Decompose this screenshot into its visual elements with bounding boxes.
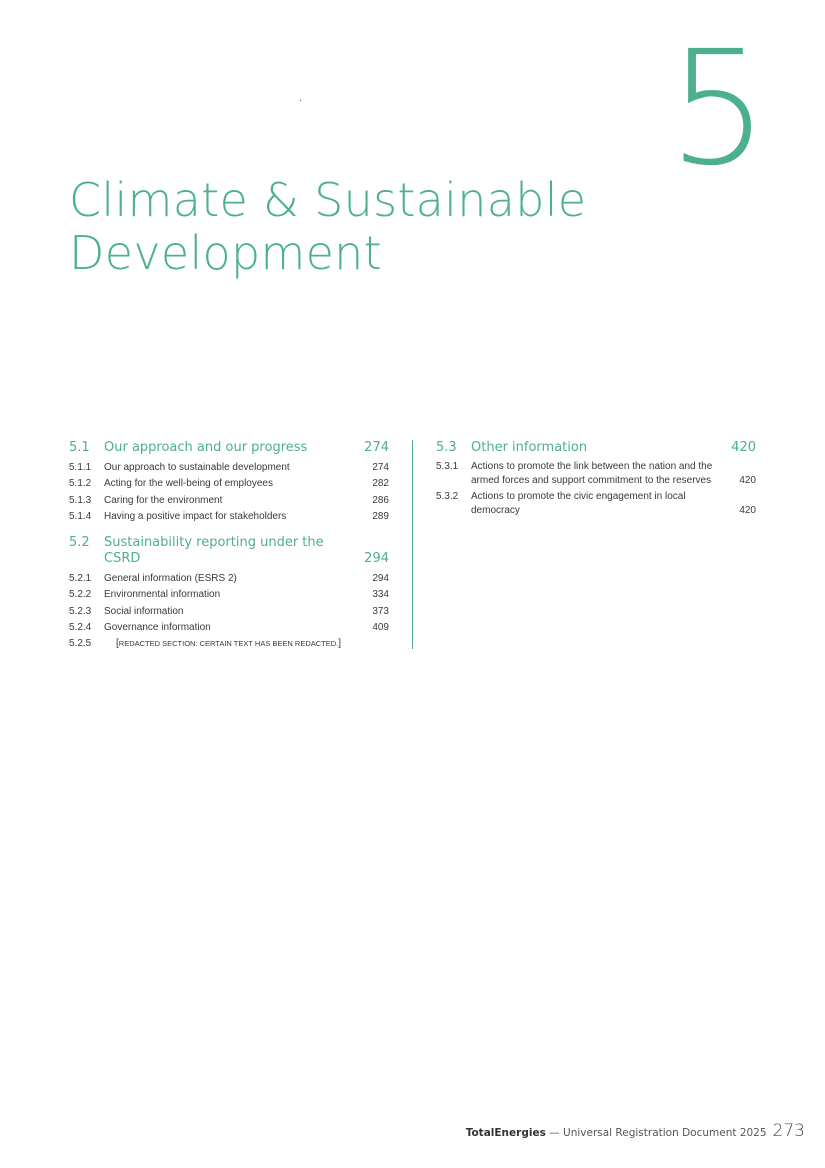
item-number: 5.2.3 — [69, 605, 92, 617]
footer-brand: TotalEnergies — [465, 1127, 546, 1139]
toc-left-column — [69, 440, 389, 653]
item-title: Governance information — [104, 622, 211, 634]
page-number: 273 — [772, 1121, 805, 1141]
toc-item-5-2-5[interactable] — [69, 636, 389, 652]
item-title: Acting for the well-being of employees — [104, 478, 273, 490]
item-title: Environmental information — [104, 589, 221, 601]
redacted-item — [104, 636, 389, 652]
item-number: 5.2.5 — [69, 638, 92, 650]
item-number: 5.2.2 — [69, 589, 92, 601]
item-page: 409 — [372, 622, 389, 634]
item-number: 5.3.1 — [436, 461, 459, 472]
item-page: 334 — [372, 589, 389, 601]
item-title: General information (ESRS 2) — [104, 573, 237, 585]
toc-item-5-3-1[interactable] — [436, 460, 756, 487]
item-page: 373 — [372, 605, 389, 617]
item-number: 5.2.1 — [69, 573, 92, 585]
section-number: 5.1 — [69, 440, 90, 455]
item-page: 286 — [372, 494, 389, 506]
item-title: Having a positive impact for stakeholders — [104, 510, 287, 522]
item-number: 5.1.3 — [69, 494, 92, 506]
item-number: 5.1.2 — [69, 478, 92, 490]
item-number: 5.1.1 — [69, 462, 92, 473]
column-divider — [412, 440, 413, 649]
section-page: 420 — [731, 440, 756, 455]
bracket-close-glyph: ] — [338, 638, 342, 650]
section-title: Our approach and our progress — [104, 440, 308, 455]
section-title: Other information — [471, 440, 588, 455]
item-page: 282 — [372, 478, 389, 490]
toc-item-5-2-1[interactable] — [69, 571, 389, 587]
toc-item-5-2-2[interactable] — [69, 587, 389, 603]
toc-section-5-3[interactable] — [436, 440, 756, 456]
chapter-number: 5 — [668, 17, 769, 201]
item-number: 5.3.2 — [436, 491, 459, 502]
toc-section-5-2[interactable] — [69, 535, 389, 567]
item-title: Our approach to sustainable development — [104, 462, 290, 473]
section-number: 5.2 — [69, 535, 90, 551]
toc-item-5-2-4[interactable] — [69, 620, 389, 636]
section-page: 294 — [364, 551, 389, 567]
footer-separator: — — [545, 1127, 564, 1139]
toc-item-5-3-2[interactable] — [436, 490, 756, 517]
item-page: 289 — [372, 510, 389, 522]
section-page: 274 — [364, 440, 389, 455]
toc-item-5-1-2[interactable] — [69, 476, 389, 492]
item-number: 5.2.4 — [69, 622, 92, 634]
item-page: 420 — [739, 474, 756, 486]
bracket-open-glyph: [ — [116, 638, 119, 650]
toc-item-5-1-3[interactable] — [69, 493, 389, 509]
item-title: Actions to promote the civic engagement in local democracy — [471, 491, 686, 516]
toc-right-column — [436, 440, 756, 520]
item-title: Actions to promote the link between the nation and the armed forces and support commitment to the reserves — [471, 461, 713, 486]
stray-dot — [300, 100, 301, 101]
section-number: 5.3 — [436, 440, 457, 455]
chapter-title: Climate & Sustainable Development — [69, 173, 587, 280]
toc-item-5-1-1[interactable] — [69, 460, 389, 476]
item-title: Caring for the environment — [104, 494, 223, 506]
item-number: 5.1.4 — [69, 510, 92, 522]
toc-section-5-1[interactable] — [69, 440, 389, 456]
item-page: 420 — [739, 504, 756, 516]
page-footer — [466, 1121, 805, 1141]
item-title: REDACTED SECTION: CERTAIN TEXT HAS BEEN REDACTED. — [118, 639, 339, 649]
item-page: 294 — [372, 573, 389, 585]
item-page: 274 — [372, 462, 389, 473]
section-title: Sustainability reporting under the CSRD — [104, 535, 324, 567]
toc-item-5-1-4[interactable] — [69, 509, 389, 525]
footer-document-title: Universal Registration Document 2025 — [563, 1127, 767, 1139]
toc-item-5-2-3[interactable] — [69, 604, 389, 620]
item-title: Social information — [104, 605, 184, 617]
